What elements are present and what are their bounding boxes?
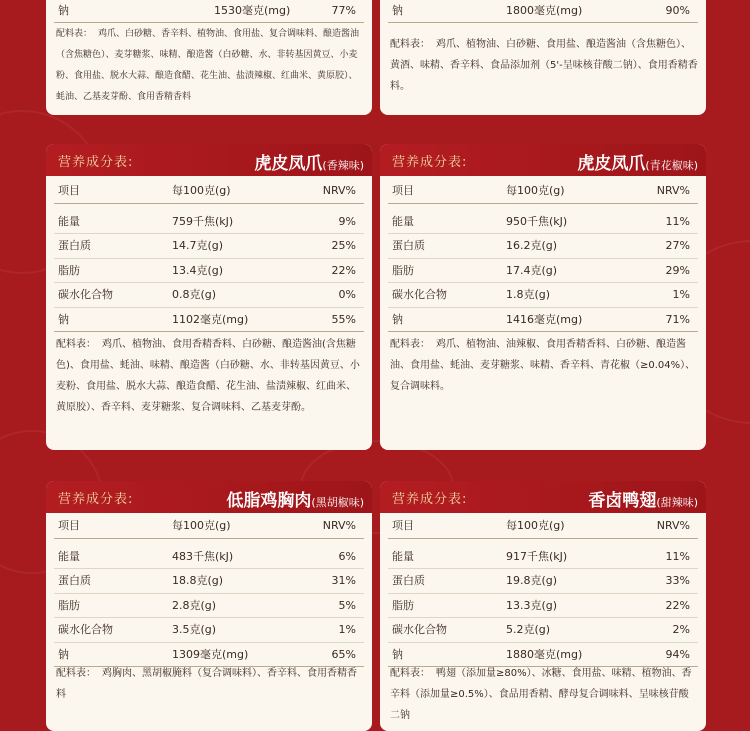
nutrient-value: 1880毫克(mg) [506, 647, 583, 661]
column-header-per100g: 每100克(g) [172, 184, 231, 197]
table-row [54, 259, 364, 284]
product-name: 香卤鸭翅(甜辣味) [588, 491, 698, 511]
nutrient-value: 16.2克(g) [506, 239, 558, 252]
nutrition-card-top-right [380, 0, 706, 115]
nutrient-value: 3.5克(g) [172, 623, 217, 636]
nutrient-nrv: 31% [331, 574, 356, 587]
column-header-item: 项目 [392, 184, 414, 197]
nutrient-nrv: 90% [665, 4, 690, 17]
card-header [46, 144, 372, 176]
nutrient-name: 蛋白质 [58, 574, 91, 587]
column-header-nrv: NRV% [322, 519, 356, 532]
nutrient-value: 19.8克(g) [506, 574, 558, 587]
nutrient-name: 钠 [58, 647, 69, 661]
header-label: 营养成分表: [58, 492, 134, 507]
ingredients-label: 配料表： [390, 39, 430, 50]
nutrition-card-top-left [46, 0, 372, 115]
nutrient-nrv: 1% [338, 623, 356, 636]
product-variant: (甜辣味) [656, 496, 698, 509]
nutrient-nrv: 22% [665, 598, 690, 612]
nutrient-value: 1416毫克(mg) [506, 312, 583, 326]
product-name: 虎皮凤爪(香辣味) [254, 154, 364, 174]
nutrient-nrv: 77% [331, 4, 356, 17]
nutrient-name: 能量 [392, 549, 414, 563]
nutrient-name: 钠 [392, 4, 403, 17]
nutrient-name: 碳水化合物 [392, 288, 447, 301]
column-header-per100g: 每100克(g) [172, 519, 231, 532]
table-row [388, 569, 698, 594]
nutrient-nrv: 5% [338, 598, 356, 612]
ingredients-text [56, 334, 364, 418]
nutrient-nrv: 0% [338, 288, 356, 301]
column-header-item: 项目 [392, 519, 414, 532]
nutrient-nrv: 65% [331, 647, 356, 661]
table-row [54, 210, 364, 235]
nutrient-value: 2.8克(g) [172, 598, 217, 612]
nutrient-name: 蛋白质 [58, 239, 91, 252]
product-variant: (香辣味) [322, 159, 364, 172]
table-row [54, 545, 364, 570]
nutrient-value: 1309毫克(mg) [172, 647, 249, 661]
column-header-item: 项目 [58, 184, 80, 197]
table-header-row [54, 514, 364, 539]
table-row [54, 0, 364, 23]
table-row [54, 618, 364, 643]
nutrient-value: 483千焦(kJ) [172, 549, 234, 563]
ingredients-label: 配料表： [56, 339, 96, 350]
nutrient-nrv: 11% [665, 214, 690, 228]
table-row [54, 283, 364, 308]
nutrient-nrv: 6% [338, 549, 356, 563]
card-header [380, 481, 706, 513]
nutrient-value: 1800毫克(mg) [506, 4, 583, 17]
table-row [388, 308, 698, 333]
table-row [388, 283, 698, 308]
nutrient-nrv: 2% [672, 623, 690, 636]
nutrient-name: 脂肪 [58, 598, 80, 612]
nutrient-value: 1.8克(g) [506, 288, 551, 301]
nutrient-nrv: 11% [665, 549, 690, 563]
nutrient-value: 917千焦(kJ) [506, 549, 568, 563]
nutrient-nrv: 25% [331, 239, 356, 252]
nutrient-name: 蛋白质 [392, 239, 425, 252]
table-row [388, 0, 698, 23]
nutrient-nrv: 55% [331, 312, 356, 326]
nutrient-nrv: 33% [665, 574, 690, 587]
ingredients-label: 配料表： [56, 668, 96, 679]
nutrient-nrv: 1% [672, 288, 690, 301]
nutrient-name: 钠 [58, 4, 69, 17]
ingredients-label: 配料表： [390, 668, 430, 679]
table-row [54, 594, 364, 619]
table-row [388, 210, 698, 235]
column-header-per100g: 每100克(g) [506, 519, 565, 532]
nutrition-card-spicy-chicken-feet [46, 144, 372, 450]
nutrient-name: 碳水化合物 [58, 623, 113, 636]
nutrient-name: 碳水化合物 [392, 623, 447, 636]
ingredients-list: 鸡胸肉、黑胡椒腌料（复合调味料）、香辛料、食用香精香料 [56, 668, 357, 700]
nutrient-nrv: 27% [665, 239, 690, 252]
column-header-per100g: 每100克(g) [506, 184, 565, 197]
nutrient-value: 950千焦(kJ) [506, 214, 568, 228]
nutrient-value: 1530毫克(mg) [214, 4, 291, 17]
column-header-nrv: NRV% [322, 184, 356, 197]
table-row [54, 308, 364, 333]
nutrient-nrv: 9% [338, 214, 356, 228]
nutrition-card-chicken-breast [46, 481, 372, 731]
ingredients-list: 鸡爪、植物油、食用香精香料、白砂糖、酿造酱油(含焦糖色)、食用盐、蚝油、味精、酿造酱（白砂糖、水、非转基因黄豆、小麦粉、食用盐、脱水大蒜、酿造食醋、花生油、盐渍辣椒、红曲米、黄原胶）、香辛料、麦芽糖浆、复合调味料、乙基麦芽酚。 [56, 339, 360, 413]
nutrient-name: 钠 [392, 312, 403, 326]
ingredients-label: 配料表： [390, 339, 430, 350]
nutrient-nrv: 29% [665, 263, 690, 277]
header-label: 营养成分表: [58, 155, 134, 170]
ingredients-text [390, 334, 698, 397]
nutrient-nrv: 94% [665, 647, 690, 661]
column-header-nrv: NRV% [656, 519, 690, 532]
header-label: 营养成分表: [392, 155, 468, 170]
ingredients-text [56, 24, 364, 108]
nutrient-value: 13.3克(g) [506, 598, 558, 612]
nutrient-value: 759千焦(kJ) [172, 214, 234, 228]
nutrient-value: 5.2克(g) [506, 623, 551, 636]
product-variant: (青花椒味) [645, 159, 698, 172]
column-header-item: 项目 [58, 519, 80, 532]
table-header-row [388, 179, 698, 204]
column-header-nrv: NRV% [656, 184, 690, 197]
nutrient-name: 脂肪 [392, 263, 414, 277]
header-label: 营养成分表: [392, 492, 468, 507]
product-name: 低脂鸡胸肉(黑胡椒味) [226, 491, 364, 511]
nutrient-name: 钠 [392, 647, 403, 661]
ingredients-label: 配料表： [56, 29, 93, 39]
nutrient-value: 17.4克(g) [506, 263, 558, 277]
ingredients-list: 鸭翅（添加量≥80%）、冰糖、食用盐、味精、植物油、香辛料（添加量≥0.5%）、食品用香精、酵母复合调味料、呈味核苷酸二钠 [390, 668, 692, 721]
nutrient-name: 钠 [58, 312, 69, 326]
nutrient-value: 0.8克(g) [172, 288, 217, 301]
ingredients-list: 鸡爪、植物油、白砂糖、食用盐、酿造酱油（含焦糖色）、黄酒、味精、香辛料、食品添加剂（5'-呈味核苷酸二钠）、食用香精香料。 [390, 39, 698, 92]
nutrient-name: 脂肪 [392, 598, 414, 612]
nutrient-value: 14.7克(g) [172, 239, 224, 252]
nutrient-name: 能量 [58, 214, 80, 228]
nutrient-nrv: 22% [331, 263, 356, 277]
table-header-row [54, 179, 364, 204]
ingredients-list: 鸡爪、植物油、油辣椒、食用香精香料、白砂糖、酿造酱油、食用盐、蚝油、麦芽糖浆、味精、香辛料、青花椒（≥0.04%）、复合调味料。 [390, 339, 696, 392]
table-row [54, 569, 364, 594]
nutrient-value: 18.8克(g) [172, 574, 224, 587]
product-variant: (黑胡椒味) [311, 496, 364, 509]
ingredients-list: 鸡爪、白砂糖、香辛料、植物油、食用盐、复合调味料、酿造酱油（含焦糖色）、麦芽糖浆、味精、酿造酱（白砂糖、水、非转基因黄豆、小麦粉、食用盐、脱水大蒜、酿造食醋、花生油、盐渍辣椒、红曲米、黄原胶）、蚝油、乙基麦芽酚、食用香精香料 [56, 29, 360, 102]
table-header-row [388, 514, 698, 539]
nutrient-name: 碳水化合物 [58, 288, 113, 301]
card-header [380, 144, 706, 176]
product-name: 虎皮凤爪(青花椒味) [577, 154, 698, 174]
ingredients-text [56, 663, 364, 705]
table-row [388, 594, 698, 619]
nutrient-nrv: 71% [665, 312, 690, 326]
nutrient-name: 能量 [58, 549, 80, 563]
nutrient-name: 能量 [392, 214, 414, 228]
card-header [46, 481, 372, 513]
table-row [54, 234, 364, 259]
nutrient-value: 1102毫克(mg) [172, 312, 249, 326]
nutrient-name: 脂肪 [58, 263, 80, 277]
nutrient-value: 13.4克(g) [172, 263, 224, 277]
nutrition-card-duck-wings [380, 481, 706, 731]
table-row [388, 545, 698, 570]
table-row [388, 618, 698, 643]
nutrition-card-pepper-chicken-feet [380, 144, 706, 450]
table-row [388, 234, 698, 259]
table-row [388, 259, 698, 284]
ingredients-text [390, 34, 698, 97]
nutrient-name: 蛋白质 [392, 574, 425, 587]
